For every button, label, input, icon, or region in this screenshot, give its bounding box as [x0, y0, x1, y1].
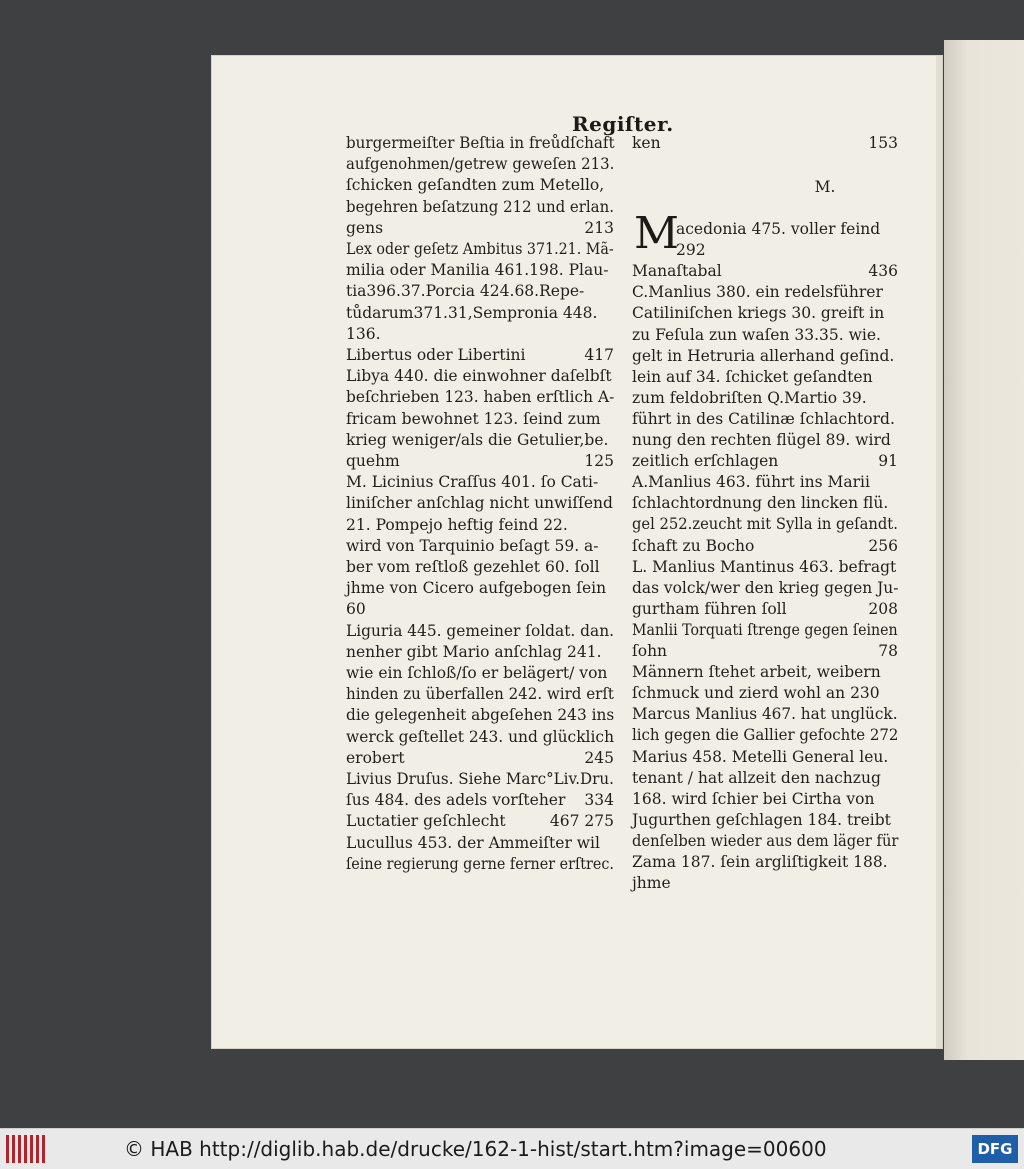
- index-entry: [346, 832, 614, 854]
- entry-text: ſchmuck und zierd wohl an 230: [632, 684, 880, 703]
- entry-text: Lucullus 453. der Ammeiſter wil: [346, 833, 600, 852]
- entry-text: Marcus Manlius 467. hat unglück.: [632, 705, 898, 724]
- entry-text: zeitlich erſchlagen: [632, 452, 779, 471]
- index-entry: [346, 429, 614, 451]
- entry-page: 153: [868, 134, 898, 152]
- entry-text: ſeine regierung gerne ferner erſtrec.: [346, 854, 614, 873]
- index-entry: [346, 598, 614, 620]
- entry-text: quehm: [346, 452, 400, 470]
- index-entry: [346, 471, 614, 493]
- index-entry: [632, 471, 898, 493]
- index-entry: [346, 302, 614, 324]
- entry-text: gens: [346, 218, 384, 237]
- entry-text: jhme von Cicero aufgebogen ſein: [346, 579, 607, 598]
- entry-text: die gelegenheit abgeſehen 243 ins: [346, 706, 615, 725]
- entry-text: Marius 458. Metelli General leu.: [632, 747, 889, 766]
- entry-page: 467 275: [549, 812, 614, 831]
- entry-page: 256: [868, 536, 898, 555]
- entry-text: tia396.37.Porcia 424.68.Repe-: [346, 282, 585, 301]
- entry-text: Zama 187. ſein argliſtigkeit 188.: [632, 853, 888, 871]
- entry-text: ſchicken geſandten zum Metello,: [346, 176, 605, 195]
- entry-text: 60: [346, 600, 366, 619]
- entry-text: Catiliniſchen kriegs 30. greift in: [632, 304, 885, 323]
- index-entry: [346, 365, 614, 387]
- index-entry: [632, 513, 898, 535]
- entry-text: Libya 440. die einwohner daſelbſt: [346, 367, 612, 386]
- entry-text: tenant / hat allzeit den nachzug: [632, 768, 881, 787]
- entry-page: 91: [878, 452, 898, 471]
- index-entry: [632, 577, 898, 599]
- entry-text: ken: [632, 134, 661, 152]
- entry-page: 245: [584, 748, 614, 767]
- entry-text: zu Feſula zun waſen 33.35. wie.: [632, 325, 881, 344]
- entry-text: burgermeiſter Beſtia in freůdſchaft: [346, 134, 615, 152]
- index-entry: [632, 872, 898, 894]
- entry-text: denſelben wieder aus dem läger für: [632, 831, 899, 850]
- index-column-left: [346, 132, 614, 872]
- index-entry: [346, 386, 614, 408]
- index-entry: [346, 683, 614, 705]
- index-entry: [632, 746, 898, 768]
- index-entry: [632, 682, 898, 704]
- index-entry: [632, 492, 898, 514]
- index-entry: [632, 408, 898, 430]
- index-entry: [346, 535, 614, 557]
- entry-text: werck geſtellet 243. und glücklich: [346, 727, 615, 746]
- entry-text: Männern ſtehet arbeit, weibern: [632, 663, 881, 682]
- index-entry: [346, 259, 614, 281]
- index-entry: [632, 429, 898, 451]
- entry-text: lich gegen die Gallier gefochte 272: [632, 726, 899, 745]
- index-entry: [346, 153, 614, 175]
- entry-text: aufgenohmen/getrew geweſen 213.: [346, 155, 615, 174]
- drop-cap-initial: M: [634, 208, 680, 259]
- entry-page: 213: [584, 218, 614, 237]
- entry-text: 168. wird ſchier bei Cirtha von: [632, 789, 875, 808]
- index-entry: [676, 218, 898, 240]
- index-entry: [632, 767, 898, 789]
- entry-text: Jugurthen geſchlagen 184. treibt: [632, 810, 891, 829]
- entry-text: lein auf 34. ſchicket geſandten: [632, 367, 873, 386]
- index-entry: [346, 217, 614, 239]
- index-entry: [346, 492, 614, 514]
- index-entry: [346, 514, 614, 536]
- entry-text: 21. Pompejo heftig feind 22.: [346, 515, 568, 534]
- index-entry: [632, 450, 898, 472]
- entry-text: Livius Druſus. Siehe Marc°Liv.Dru.: [346, 770, 614, 788]
- entry-page: 334: [584, 791, 614, 810]
- index-entry: [632, 830, 898, 852]
- page-edge-shadow: [936, 56, 942, 1048]
- index-entry: [346, 132, 614, 154]
- page-header: Regiſter.: [572, 112, 674, 136]
- entry-text: erobert: [346, 748, 405, 767]
- entry-text: liniſcher anſchlag nicht unwiſſend: [346, 494, 613, 513]
- index-entry: [346, 196, 614, 218]
- index-entry: [632, 703, 898, 725]
- index-entry: [632, 851, 898, 873]
- entry-text: A.Manlius 463. führt ins Marii: [632, 473, 870, 492]
- entry-text: gelt in Hetruria allerhand geſind.: [632, 346, 895, 365]
- entry-text: ber vom reſtloß gezehlet 60. ſoll: [346, 558, 600, 576]
- index-entry: [632, 809, 898, 831]
- letter-heading: M.: [814, 178, 836, 196]
- index-entry: [346, 641, 614, 663]
- entry-text: Libertus oder Libertini: [346, 346, 526, 364]
- index-entry: [346, 408, 614, 430]
- entry-text: Liguria 445. gemeiner ſoldat. dan.: [346, 621, 615, 640]
- entry-text: milia oder Manilia 461.198. Plau-: [346, 261, 609, 280]
- entry-text: nung den rechten flügel 89. wird: [632, 431, 891, 449]
- hab-logo-icon: [6, 1135, 46, 1163]
- entry-text: M. Licinius Craſſus 401. ſo Cati-: [346, 473, 599, 492]
- index-entry: [346, 810, 614, 832]
- index-entry: [346, 789, 614, 811]
- entry-text: Manaſtabal: [632, 262, 722, 281]
- index-entry: [346, 556, 614, 578]
- index-entry: [632, 556, 898, 578]
- entry-text: acedonia 475. voller feind: [676, 220, 881, 238]
- entry-text: ſchlachtordnung den lincken flü.: [632, 494, 889, 513]
- index-entry: [632, 535, 898, 557]
- entry-text: beſchrieben 123. haben erſtlich A-: [346, 388, 615, 407]
- entry-text: 292: [676, 241, 706, 260]
- entry-page: 208: [868, 599, 898, 618]
- index-entry: [632, 366, 898, 388]
- index-entry: [346, 323, 614, 345]
- index-entry: [632, 598, 898, 620]
- entry-text: führt in des Catilinæ ſchlachtord.: [632, 409, 895, 428]
- entry-page: 417: [584, 346, 614, 364]
- index-entry: [346, 853, 614, 875]
- entry-text: begehren beſatzung 212 und erlan.: [346, 197, 614, 216]
- entry-text: fricam bewohnet 123. ſeind zum: [346, 409, 601, 428]
- index-entry: [346, 768, 614, 790]
- index-entry: [632, 260, 898, 282]
- index-entry: [632, 661, 898, 683]
- index-entry: [632, 640, 898, 662]
- entry-text: Manlii Torquati ſtrenge gegen ſeinen: [632, 620, 898, 639]
- index-entry: [632, 302, 898, 324]
- entry-text: wie ein ſchloß/ſo er belägert/ von: [346, 664, 608, 682]
- index-entry: [346, 747, 614, 769]
- entry-text: hinden zu überfallen 242. wird erſt: [346, 685, 614, 704]
- adjacent-page-edge: [944, 40, 1024, 1060]
- copyright-url[interactable]: © HAB http://diglib.hab.de/drucke/162-1-hist/start.htm?image=00600: [124, 1137, 827, 1161]
- entry-text: gurtham führen ſoll: [632, 599, 787, 618]
- index-entry: [632, 387, 898, 409]
- entry-text: wird von Tarquinio beſagt 59. a-: [346, 536, 599, 555]
- index-entry: [346, 238, 614, 260]
- index-entry: [632, 619, 898, 641]
- entry-text: ſus 484. des adels vorſteher: [346, 791, 566, 810]
- index-entry: [346, 344, 614, 366]
- index-entry: [632, 724, 898, 746]
- entry-text: das volck/wer den krieg gegen Ju-: [632, 578, 899, 597]
- entry-page: 78: [878, 642, 898, 660]
- index-entry: [346, 704, 614, 726]
- index-entry: [632, 788, 898, 810]
- entry-text: Luctatier geſchlecht: [346, 812, 506, 831]
- index-entry: [346, 620, 614, 642]
- index-entry: [676, 239, 898, 261]
- index-entry: [632, 345, 898, 367]
- index-entry: [346, 726, 614, 748]
- dfg-logo-icon: DFG: [972, 1135, 1018, 1163]
- index-entry: [346, 662, 614, 684]
- index-entry: [346, 577, 614, 599]
- entry-text: krieg weniger/als die Getulier,be.: [346, 430, 609, 449]
- entry-text: jhme: [632, 874, 671, 893]
- entry-text: C.Manlius 380. ein redelsführer: [632, 283, 883, 302]
- entry-text: gel 252.zeucht mit Sylla in geſandt.: [632, 515, 898, 534]
- entry-text: ſchaft zu Bocho: [632, 536, 755, 555]
- index-entry: [346, 280, 614, 302]
- entry-text: 136.: [346, 324, 381, 343]
- entry-text: ſohn: [632, 642, 668, 660]
- entry-text: nenher gibt Mario anſchlag 241.: [346, 642, 602, 661]
- footer-bar: [0, 1128, 1024, 1169]
- index-entry: [632, 132, 898, 154]
- entry-text: L. Manlius Mantinus 463. befragt: [632, 557, 897, 576]
- entry-text: Lex oder geſetz Ambitus 371.21. Mã-: [346, 240, 614, 258]
- entry-text: tůdarum371.31,Sempronia 448.: [346, 303, 598, 322]
- index-entry: [346, 450, 614, 472]
- entry-page: 125: [584, 452, 614, 470]
- entry-page: 436: [868, 262, 898, 281]
- index-entry: [632, 281, 898, 303]
- entry-text: zum feldobriſten Q.Martio 39.: [632, 388, 867, 407]
- index-entry: [346, 174, 614, 196]
- index-entry: [632, 324, 898, 346]
